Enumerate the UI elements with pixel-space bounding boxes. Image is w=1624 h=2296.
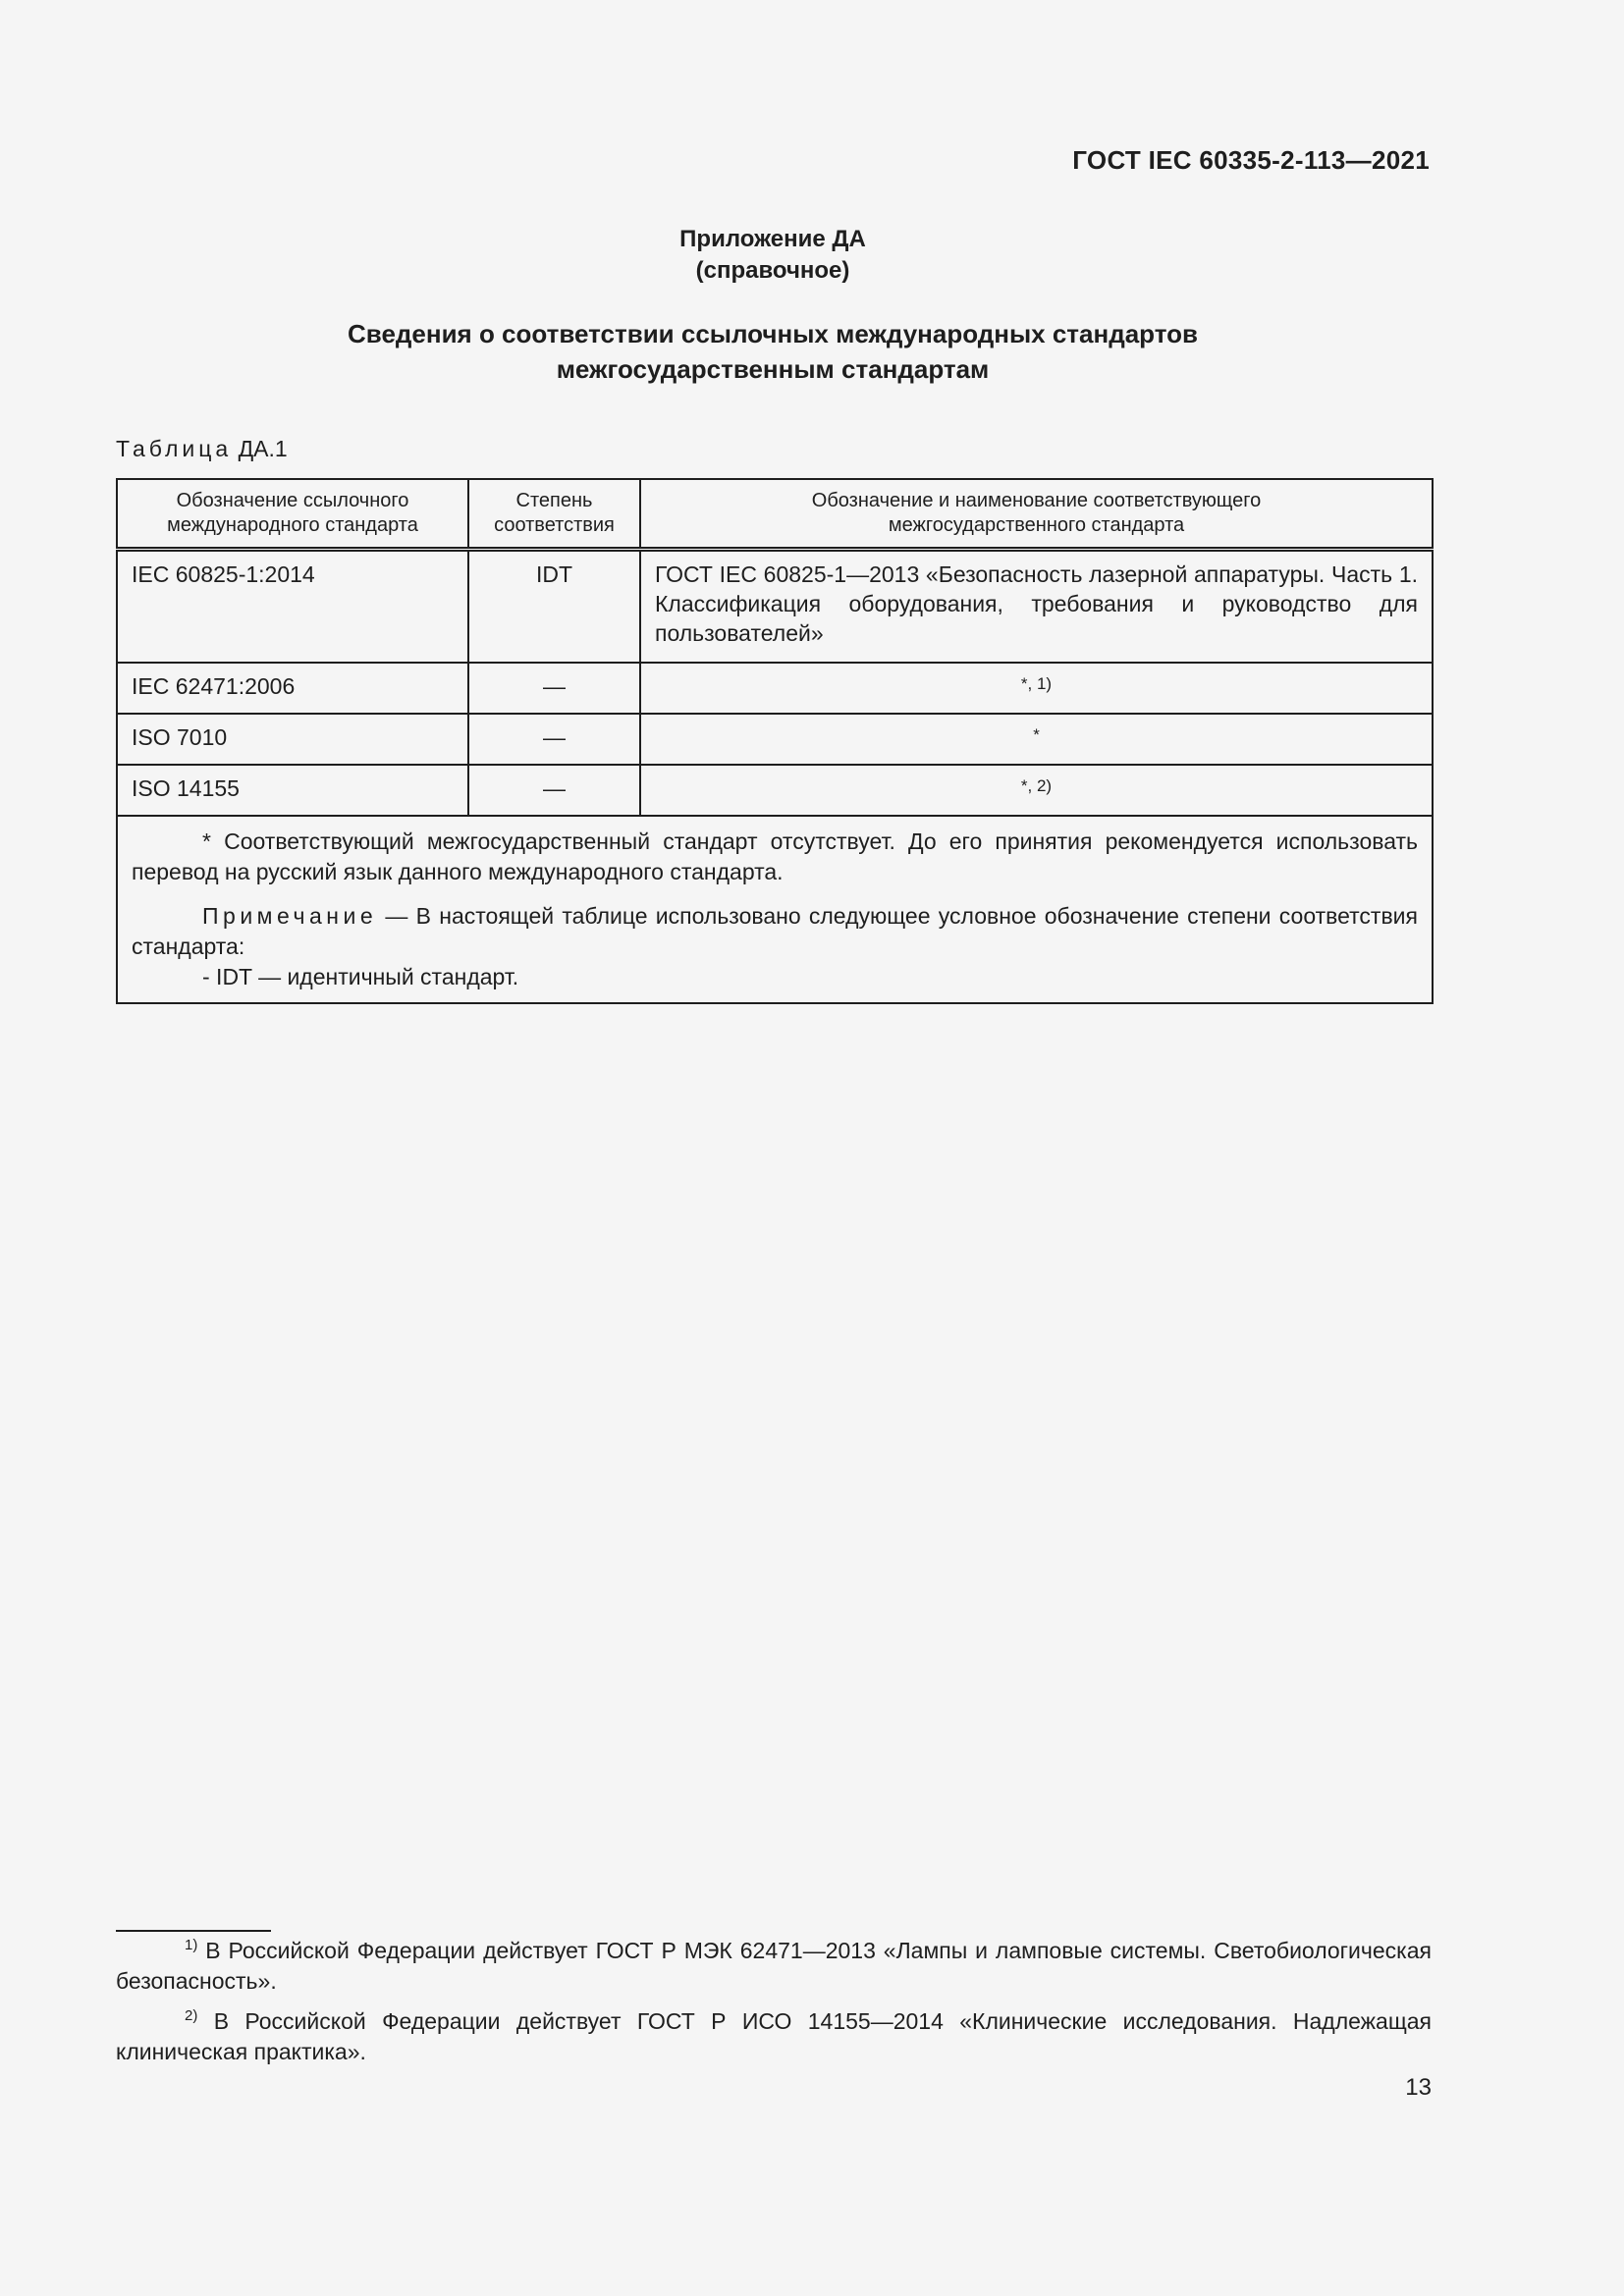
header-name (640, 479, 1433, 550)
table-notes (117, 816, 1433, 1003)
footnote-mark: 1) (185, 1937, 198, 1953)
header-designation-line-1: Обозначение ссылочного (176, 490, 409, 511)
table-row (117, 663, 1433, 714)
note-text: — В настоящей таблице использовано следующее условное обозначение степени соответствия стандарта: (132, 903, 1418, 959)
asterisk-note: * Соответствующий межгосударственный стандарт отсутствует. До его принятия рекомендуется использовать перевод на русский язык данного международного стандарта. (132, 828, 1418, 884)
cell-name: * (640, 714, 1433, 765)
footnote-mark: 2) (185, 2007, 198, 2024)
correspondence-table (116, 478, 1434, 1004)
cell-name: ГОСТ IEC 60825-1—2013 «Безопасность лазерной аппаратуры. Часть 1. Классификация оборудования, требования и руководство для пользователей» (640, 550, 1433, 664)
header-name-line-1: Обозначение и наименование соответствующего (811, 490, 1262, 511)
header-degree-line-1: Степень (515, 490, 593, 511)
footnotes (116, 1936, 1432, 2067)
table-caption-word: Таблица (116, 436, 233, 461)
footnote-text: В Российской Федерации действует ГОСТ Р МЭК 62471—2013 «Лампы и ламповые системы. Светобиологическая безопасность». (116, 1938, 1432, 1994)
table-header-row (117, 479, 1433, 550)
cell-name: *, 1) (640, 663, 1433, 714)
cell-designation: ISO 14155 (117, 765, 468, 816)
table-row (117, 550, 1433, 664)
footnote-item (116, 2006, 1432, 2067)
footnote-text: В Российской Федерации действует ГОСТ Р ИСО 14155—2014 «Клинические исследования. Надлежащая клиническая практика». (116, 2008, 1432, 2064)
header-designation (117, 479, 468, 550)
cell-degree: — (468, 663, 640, 714)
page-number: 13 (1405, 2074, 1432, 2101)
header-degree-line-2: соответствия (494, 514, 615, 536)
document-title-line-1: Сведения о соответствии ссылочных международных стандартов (348, 319, 1198, 348)
cell-degree: — (468, 765, 640, 816)
note-label: Примечание (202, 903, 378, 929)
footnote-item (116, 1936, 1432, 1997)
footnote-separator (116, 1930, 271, 1932)
table-note (132, 901, 1418, 962)
appendix-type: (справочное) (695, 257, 850, 284)
table-caption (116, 436, 288, 462)
header-designation-line-2: международного стандарта (167, 514, 418, 536)
cell-designation: ISO 7010 (117, 714, 468, 765)
cell-designation: IEC 60825-1:2014 (117, 550, 468, 664)
cell-degree: IDT (468, 550, 640, 664)
appendix-title: Приложение ДА (679, 226, 866, 252)
document-title-line-2: межгосударственным стандартам (556, 354, 990, 384)
header-degree (468, 479, 640, 550)
standard-code-header: ГОСТ IEC 60335-2-113—2021 (1072, 145, 1430, 175)
cell-name: *, 2) (640, 765, 1433, 816)
table-row (117, 765, 1433, 816)
cell-designation: IEC 62471:2006 (117, 663, 468, 714)
cell-degree: — (468, 714, 640, 765)
table-notes-row (117, 816, 1433, 1003)
appendix-heading (0, 224, 1545, 287)
header-name-line-2: межгосударственного стандарта (888, 514, 1185, 536)
document-title (0, 316, 1545, 387)
note-item: - IDT — идентичный стандарт. (202, 964, 519, 989)
table-caption-id: ДА.1 (238, 436, 288, 461)
table-row (117, 714, 1433, 765)
